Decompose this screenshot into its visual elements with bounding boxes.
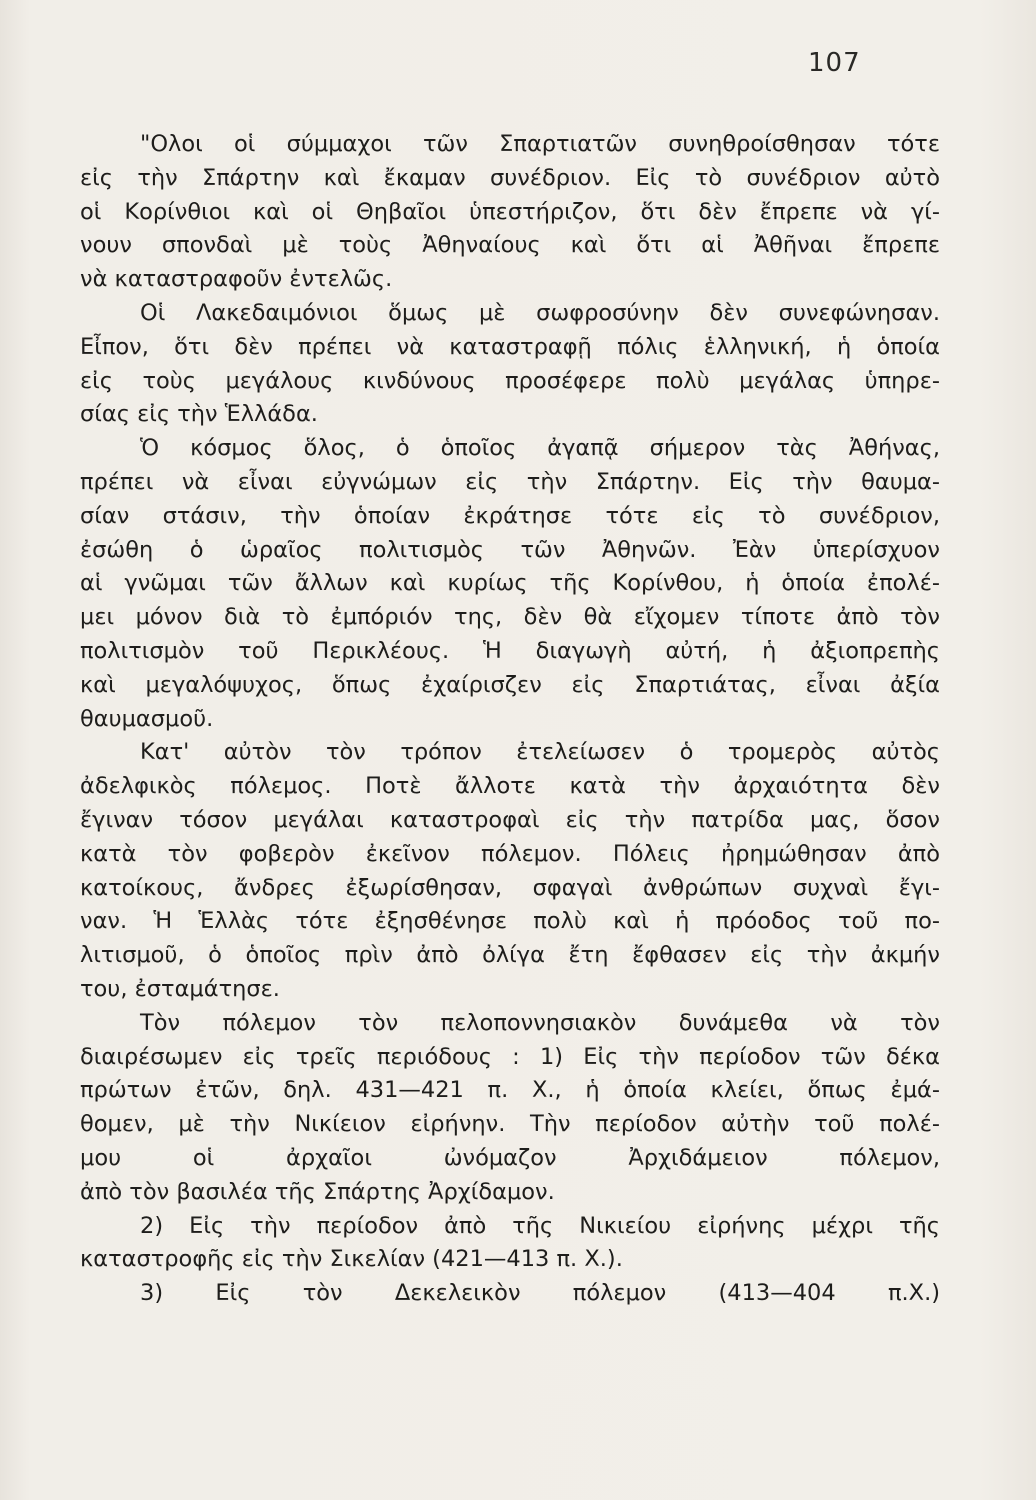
text-line: ἀδελφικὸς πόλεμος. Ποτὲ ἄλλοτε κατὰ τὴν ἀρχαιότητα δὲν [80, 773, 940, 800]
text-line: κατὰ τὸν φοβερὸν ἐκεῖνον πόλεμον. Πόλεις ἠρημώθησαν ἀπὸ [80, 840, 940, 867]
text-line: ναν. Ἡ Ἑλλὰς τότε ἐξησθένησε πολὺ καὶ ἡ πρόοδος τοῦ πο- [80, 908, 940, 935]
text-line: θομεν, μὲ τὴν Νικίειον εἰρήνην. Τὴν περίοδον αὐτὴν τοῦ πολέ- [80, 1111, 940, 1138]
body-text [80, 128, 940, 1311]
page-number: 107 [808, 48, 861, 78]
text-line: οἱ Κορίνθιοι καὶ οἱ Θηβαῖοι ὑπεστήριζον, ὅτι δὲν ἔπρεπε νὰ γί- [80, 198, 940, 225]
text-line: πρώτων ἐτῶν, δηλ. 431—421 π. Χ., ἡ ὁποία κλείει, ὅπως ἐμά- [80, 1077, 940, 1104]
text-line: Τὸν πόλεμον τὸν πελοποννησιακὸν δυνάμεθα νὰ τὸν [140, 1009, 940, 1036]
text-line: σίας εἰς τὴν Ἑλλάδα. [80, 401, 318, 428]
text-line: εἰς τοὺς μεγάλους κινδύνους προσέφερε πολὺ μεγάλας ὑπηρε- [80, 367, 940, 394]
text-line: Κατ' αὐτὸν τὸν τρόπον ἐτελείωσεν ὁ τρομερὸς αὐτὸς [140, 739, 940, 766]
text-line: πρέπει νὰ εἶναι εὐγνώμων εἰς τὴν Σπάρτην. Εἰς τὴν θαυμα- [80, 468, 940, 495]
text-line: κατοίκους, ἄνδρες ἐξωρίσθησαν, σφαγαὶ ἀνθρώπων συχναὶ ἔγι- [80, 874, 940, 901]
text-line: θαυμασμοῦ. [80, 705, 214, 732]
text-line: αἱ γνῶμαι τῶν ἄλλων καὶ κυρίως τῆς Κορίνθου, ἡ ὁποία ἐπολέ- [80, 570, 940, 597]
text-line: μου οἱ ἀρχαῖοι ὠνόμαζον Ἀρχιδάμειον πόλεμον, [80, 1144, 940, 1171]
text-line: του, ἐσταμάτησε. [80, 975, 280, 1002]
text-line: εἰς τὴν Σπάρτην καὶ ἔκαμαν συνέδριον. Εἰς τὸ συνέδριον αὐτὸ [80, 164, 940, 191]
text-line: διαιρέσωμεν εἰς τρεῖς περιόδους : 1) Εἰς τὴν περίοδον τῶν δέκα [80, 1043, 940, 1070]
text-line: καὶ μεγαλόψυχος, ὅπως ἐχαίρισζεν εἰς Σπαρτιάτας, εἶναι ἀξία [80, 671, 940, 698]
text-line: Οἱ Λακεδαιμόνιοι ὅμως μὲ σωφροσύνην δὲν συνεφώνησαν. [140, 299, 940, 326]
text-line: νουν σπονδαὶ μὲ τοὺς Ἀθηναίους καὶ ὅτι αἱ Ἀθῆναι ἔπρεπε [80, 232, 940, 259]
text-line: πολιτισμὸν τοῦ Περικλέους. Ἡ διαγωγὴ αὐτή, ἡ ἀξιοπρεπὴς [80, 637, 940, 664]
text-line: 2) Εἰς τὴν περίοδον ἀπὸ τῆς Νικιείου εἰρήνης μέχρι τῆς [140, 1212, 940, 1239]
text-line: ἔγιναν τόσον μεγάλαι καταστροφαὶ εἰς τὴν πατρίδα μας, ὅσον [80, 806, 940, 833]
text-line: νὰ καταστραφοῦν ἐντελῶς. [80, 266, 393, 293]
text-line: Ὁ κόσμος ὅλος, ὁ ὁποῖος ἀγαπᾷ σήμερον τὰς Ἀθήνας, [140, 435, 940, 462]
text-line: "Ολοι οἱ σύμμαχοι τῶν Σπαρτιατῶν συνηθροίσθησαν τότε [140, 131, 940, 157]
text-line: καταστροφῆς εἰς τὴν Σικελίαν (421—413 π. Χ.). [80, 1246, 623, 1273]
text-line: Εἶπον, ὅτι δὲν πρέπει νὰ καταστραφῇ πόλις ἑλληνική, ἡ ὁποία [80, 333, 940, 360]
text-line: σίαν στάσιν, τὴν ὁποίαν ἐκράτησε τότε εἰς τὸ συνέδριον, [80, 502, 940, 529]
text-line: ἀπὸ τὸν βασιλέα τῆς Σπάρτης Ἀρχίδαμον. [80, 1178, 555, 1205]
text-line: μει μόνον διὰ τὸ ἐμπόριόν της, δὲν θὰ εἴχομεν τίποτε ἀπὸ τὸν [80, 604, 940, 631]
text-line: ἐσώθη ὁ ὡραῖος πολιτισμὸς τῶν Ἀθηνῶν. Ἐὰν ὑπερίσχυον [80, 536, 940, 563]
text-line: 3) Εἰς τὸν Δεκελεικὸν πόλεμον (413—404 π.Χ.) [140, 1280, 940, 1307]
text-line: λιτισμοῦ, ὁ ὁποῖος πρὶν ἀπὸ ὀλίγα ἔτη ἔφθασεν εἰς τὴν ἀκμήν [80, 942, 940, 969]
